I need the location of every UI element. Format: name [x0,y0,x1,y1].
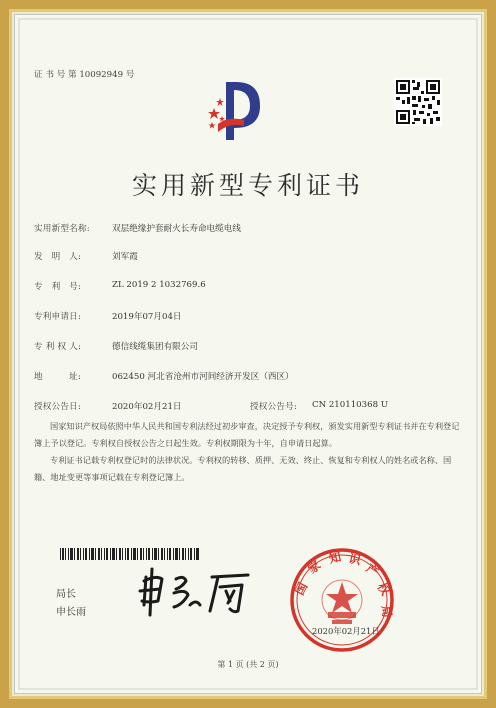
certificate-title: 实用新型专利证书 [131,171,364,200]
svg-text:产: 产 [363,561,382,580]
director-signature-icon [130,565,260,619]
field-label-announcement-no: 授权公告号: [250,402,298,412]
field-value-filing-date: 2019年07月04日 [112,312,182,322]
seal-date: 2020年02月21日 [312,626,380,636]
certificate-number-suffix: 号 [125,70,135,80]
field-label-patentee: 专 利 权 人: [34,342,82,352]
field-value-address: 062450 河北省沧州市河间经济开发区（西区） [112,372,294,382]
field-label-grant-date: 授权公告日: [34,402,82,412]
field-value-patent-no: ZL 2019 2 1032769.6 [112,280,206,290]
field-label-address: 地 址: [34,372,82,382]
body-paragraph-2: 专利证书记载专利权登记时的法律状况。专利权的转移、质押、无效、终止、恢复和专利权人的姓名或名称、国籍、地址变更等事项记载在专利登记簿上。 [34,455,452,482]
field-value-name: 双层绝缘护套耐火长寿命电缆电线 [112,224,241,234]
barcode-icon [60,548,200,560]
certificate-body [34,418,462,486]
field-value-announcement-no: CN 210110368 U [312,400,389,410]
certificate-number [34,68,134,80]
field-value-inventor: 刘军霞 [112,252,138,262]
svg-text:识: 识 [347,551,363,568]
qr-code-icon [394,78,442,126]
field-label-inventor: 发 明 人: [34,252,82,262]
svg-text:家: 家 [305,557,324,577]
certificate-number-label: 证 书 号 第 [34,70,77,80]
official-seal-icon [288,546,396,654]
field-value-patentee: 德信线缆集团有限公司 [112,342,198,352]
field-value-grant-date: 2020年02月21日 [112,402,182,412]
svg-text:国: 国 [292,580,311,598]
svg-text:权: 权 [374,580,393,598]
svg-text:知: 知 [327,549,343,566]
svg-text:局: 局 [379,604,395,619]
body-paragraph-1: 国家知识产权局依照中华人民共和国专利法经过初步审查，决定授予专利权，颁发实用新型专利证书并在专利登记簿上予以登记。专利权自授权公告之日起生效。专利权期限为十年，自申请日起算。 [34,421,460,448]
field-label-name: 实用新型名称: [34,224,90,234]
field-label-filing-date: 专利申请日: [34,312,82,322]
field-label-patent-no: 专 利 号: [34,282,82,292]
patent-office-logo-icon [204,76,268,146]
certificate-number-value: 10092949 [79,70,124,80]
director-title: 局长 [56,589,76,600]
page-indicator: 第 1 页 (共 2 页) [217,660,279,669]
director-name: 申长雨 [56,607,86,618]
